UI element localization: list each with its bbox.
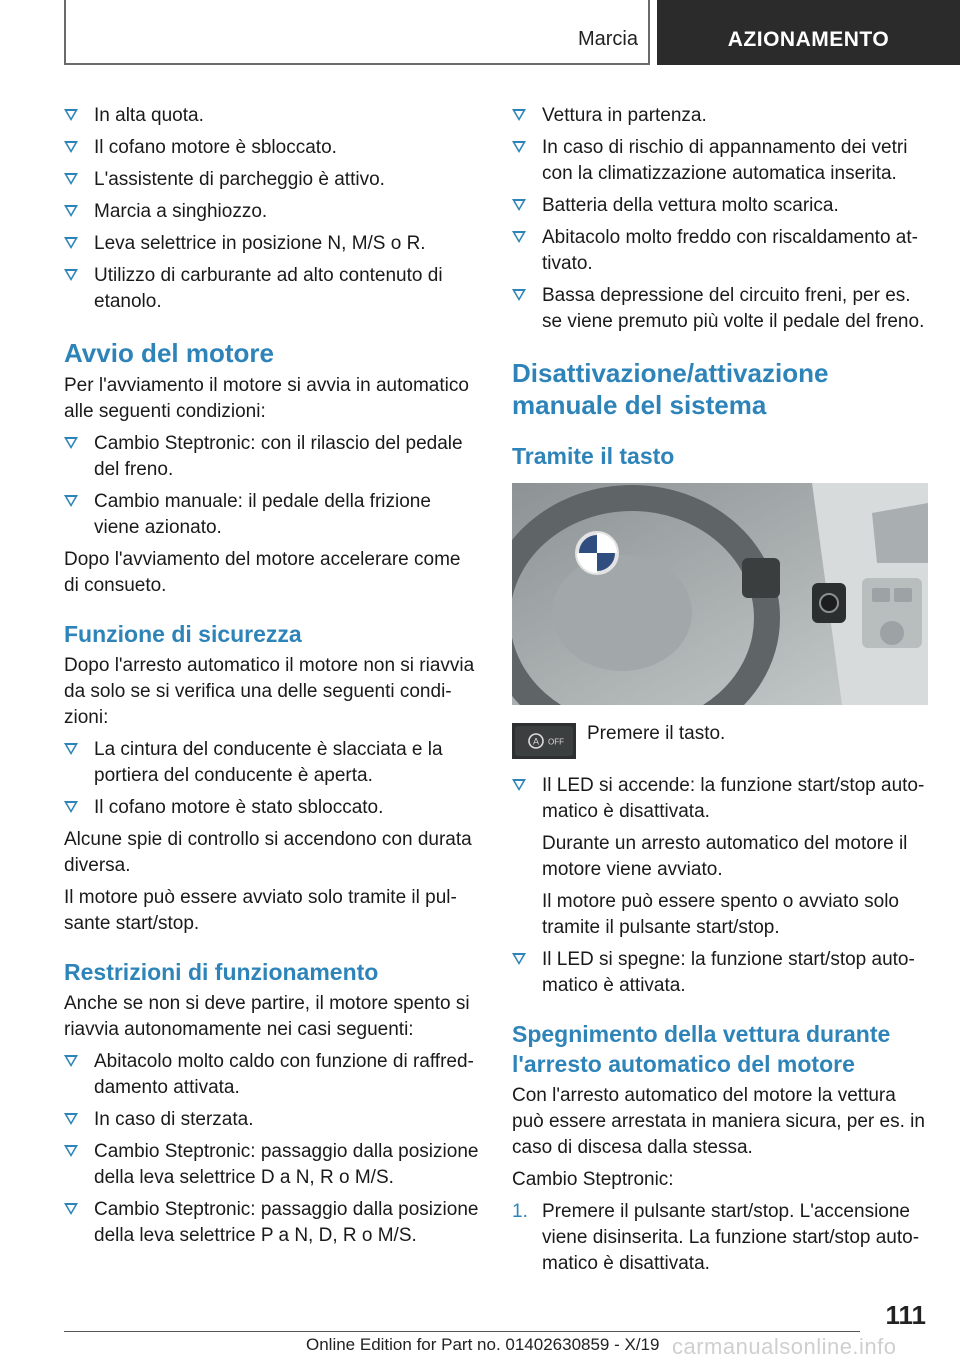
paragraph-sicurezza: Dopo l'arresto automatico il motore non si riavvia da solo se si verifica una delle seguenti condizioni: [64, 655, 475, 728]
list-item: Cambio manuale: il pedale della frizione viene azionato. [64, 489, 480, 541]
heading-funzione-sicurezza: Funzione di sicurezza [64, 621, 302, 647]
list-item: Il LED si accende: la funzione start/stop automatico è disattivata. [512, 773, 928, 825]
triangle-bullet-icon [64, 237, 78, 249]
svg-text:OFF: OFF [548, 737, 564, 747]
list-item: In caso di rischio di appannamento dei vetri con la climatizzazione automatica inserita. [512, 135, 928, 187]
triangle-bullet-icon [64, 1145, 78, 1157]
avvio-conditions-list [64, 431, 480, 541]
svg-text:A: A [532, 736, 540, 747]
header-section-title: Marcia [577, 28, 638, 50]
triangle-bullet-icon [512, 141, 526, 153]
list-item: Bassa depressione del circuito freni, per es. se viene premuto più volte il pedale del freno. [512, 283, 928, 335]
list-item: Abitacolo molto freddo con riscaldamento attivato. [512, 225, 928, 277]
header-underline [64, 63, 650, 65]
heading-disattivazione: Disattivazione/attivazione manuale del sistema [512, 358, 829, 420]
button-instruction-row [512, 721, 928, 759]
triangle-bullet-icon [64, 1203, 78, 1215]
list-item: Batteria della vettura molto scarica. [512, 193, 928, 219]
list-item: Il cofano motore è stato sbloccato. [64, 795, 480, 821]
footer-rule [64, 1331, 860, 1332]
conditions-list [64, 103, 480, 315]
paragraph-restrizioni: Anche se non si deve partire, il motore spento si riavvia autonomamente nei casi seguenti: [64, 993, 470, 1040]
conditions-list-continued [512, 103, 928, 335]
list-item: Cambio Steptronic: passaggio dalla posizione della leva selettrice D a N, R o M/S. [64, 1139, 480, 1191]
triangle-bullet-icon [64, 437, 78, 449]
triangle-bullet-icon [512, 289, 526, 301]
triangle-bullet-icon [64, 141, 78, 153]
paragraph-led-on-sub1: Durante un arresto automatico del motore il motore viene avviato. [542, 833, 908, 880]
auto-start-stop-off-button-icon [512, 723, 576, 759]
list-item: 1. Premere il pulsante start/stop. L'accensione viene disinserita. La funzione start/stop automatico è disattivata. [512, 1201, 920, 1274]
triangle-bullet-icon [64, 743, 78, 755]
triangle-bullet-icon [512, 199, 526, 211]
triangle-bullet-icon [64, 495, 78, 507]
triangle-bullet-icon [512, 109, 526, 121]
list-item: La cintura del conducente è slacciata e la portiera del conducente è aperta. [64, 737, 480, 789]
heading-avvio-motore: Avvio del motore [64, 338, 274, 368]
list-item: Cambio Steptronic: passaggio dalla posizione della leva selettrice P a N, D, R o M/S. [64, 1197, 480, 1249]
watermark: carmanualsonline.info [672, 1334, 897, 1359]
paragraph-avvio: Per l'avviamento il motore si avvia in automatico alle seguenti condizioni: [64, 375, 469, 422]
right-column [512, 103, 928, 1277]
header-chapter-tab: AZIONAMENTO [657, 0, 960, 65]
triangle-bullet-icon [512, 953, 526, 965]
list-item: In caso di sterzata. [64, 1107, 480, 1133]
triangle-bullet-icon [512, 779, 526, 791]
paragraph-spie: Alcune spie di controllo si accendono con durata diversa. [64, 829, 472, 876]
triangle-bullet-icon [64, 109, 78, 121]
led-list [512, 773, 928, 825]
triangle-bullet-icon [64, 1113, 78, 1125]
page-number: 111 [885, 1300, 926, 1330]
list-item: L'assistente di parcheggio è attivo. [64, 167, 480, 193]
step-number: 1. [512, 1201, 528, 1222]
list-item: Il cofano motore è sbloccato. [64, 135, 480, 161]
triangle-bullet-icon [512, 231, 526, 243]
heading-restrizioni: Restrizioni di funzionamento [64, 959, 379, 985]
list-item: Il LED si spegne: la funzione start/stop automatico è attivata. [512, 947, 928, 999]
triangle-bullet-icon [64, 801, 78, 813]
paragraph-dopo-avviamento: Dopo l'avviamento del motore accelerare come di consueto. [64, 549, 461, 596]
list-item: Abitacolo molto caldo con funzione di raffreddamento attivata. [64, 1049, 480, 1101]
list-item: Vettura in partenza. [512, 103, 928, 129]
list-item: Utilizzo di carburante ad alto contenuto di etanolo. [64, 263, 480, 315]
triangle-bullet-icon [64, 269, 78, 281]
led-list-2 [512, 947, 928, 999]
footer-edition: Online Edition for Part no. 01402630859 - X/19 [306, 1335, 660, 1354]
paragraph-pulsante: Il motore può essere avviato solo tramite il pulsante start/stop. [64, 887, 457, 934]
header-divider [648, 0, 650, 64]
steps-list [512, 1199, 928, 1277]
paragraph-premere-tasto: Premere il tasto. [587, 723, 726, 744]
restrizioni-list [64, 1049, 480, 1249]
list-item: Marcia a singhiozzo. [64, 199, 480, 225]
paragraph-led-on-sub2: Il motore può essere spento o avviato solo tramite il pulsante start/stop. [542, 891, 899, 938]
heading-spegnimento: Spegnimento della vettura durante l'arresto automatico del motore [512, 1021, 891, 1077]
left-column [64, 103, 480, 1255]
header-left-border [64, 0, 66, 64]
sicurezza-list [64, 737, 480, 821]
triangle-bullet-icon [64, 173, 78, 185]
triangle-bullet-icon [64, 1055, 78, 1067]
list-item: Leva selettrice in posizione N, M/S o R. [64, 231, 480, 257]
list-item: Cambio Steptronic: con il rilascio del pedale del freno. [64, 431, 480, 483]
paragraph-spegnimento: Con l'arresto automatico del motore la vettura può essere arrestata in maniera sicura, per es. in caso di discesa dalla stessa. [512, 1085, 925, 1158]
triangle-bullet-icon [64, 205, 78, 217]
heading-tramite-tasto: Tramite il tasto [512, 443, 675, 469]
paragraph-cambio-steptronic: Cambio Steptronic: [512, 1169, 674, 1190]
list-item: In alta quota. [64, 103, 480, 129]
steering-wheel-photo [512, 483, 928, 705]
